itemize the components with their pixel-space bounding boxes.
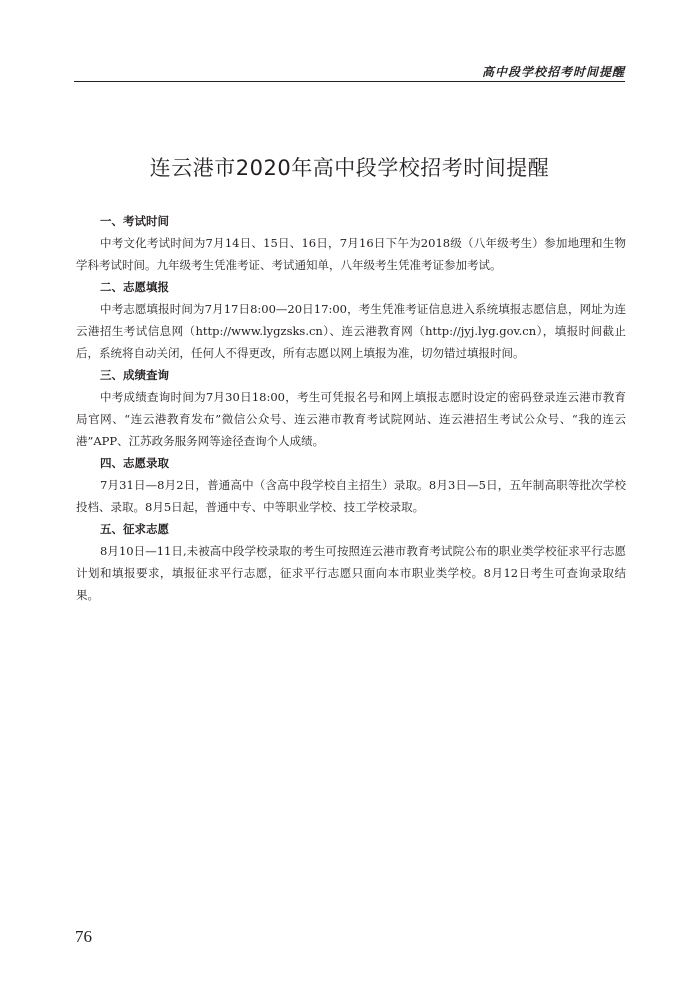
section-heading: 五、征求志愿 bbox=[100, 522, 169, 536]
section-paragraph: 中考志愿填报时间为7月17日8:00—20日17:00，考生凭准考证信息进入系统填报志愿信息，网址为连云港招生考试信息网（http://www.lygzsks.cn）、连云港教育网（http://jyj.lyg.gov.cn），填报时间截止后，系统将自动关闭，任何人不得更改，所有志愿以网上填报为准，切勿错过填报时间。 bbox=[76, 302, 626, 360]
section-paragraph: 8月10日—11日,未被高中段学校录取的考生可按照连云港市教育考试院公布的职业类学校征求平行志愿计划和填报要求，填报征求平行志愿，征求平行志愿只面向本市职业类学校。8月12日考生可查询录取结果。 bbox=[76, 544, 626, 602]
section-heading: 一、考试时间 bbox=[100, 214, 169, 228]
running-header: 高中段学校招考时间提醒 bbox=[481, 65, 625, 79]
header-divider bbox=[74, 81, 625, 82]
section-heading: 四、志愿录取 bbox=[100, 456, 169, 470]
section-paragraph: 中考成绩查询时间为7月30日18:00，考生可凭报名号和网上填报志愿时设定的密码登录连云港市教育局官网、“连云港教育发布”微信公众号、连云港市教育考试院网站、连云港招生考试公众号、“我的连云港”APP、江苏政务服务网等途径查询个人成绩。 bbox=[76, 390, 626, 448]
page-number: 76 bbox=[75, 927, 92, 946]
section-heading: 二、志愿填报 bbox=[100, 280, 169, 294]
section-paragraph: 7月31日—8月2日，普通高中（含高中段学校自主招生）录取。8月3日—5日，五年制高职等批次学校投档、录取。8月5日起，普通中专、中等职业学校、技工学校录取。 bbox=[76, 478, 626, 514]
article-body bbox=[76, 210, 626, 606]
section-exam-time bbox=[76, 210, 626, 276]
section-paragraph: 中考文化考试时间为7月14日、15日、16日，7月16日下午为2018级（八年级考生）参加地理和生物学科考试时间。九年级考生凭准考证、考试通知单，八年级考生凭准考证参加考试。 bbox=[76, 236, 626, 272]
article-title: 连云港市2020年高中段学校招考时间提醒 bbox=[149, 156, 550, 181]
section-score-query bbox=[76, 364, 626, 452]
section-admission bbox=[76, 452, 626, 518]
section-application bbox=[76, 276, 626, 364]
section-supplementary bbox=[76, 518, 626, 606]
section-heading: 三、成绩查询 bbox=[100, 368, 169, 382]
